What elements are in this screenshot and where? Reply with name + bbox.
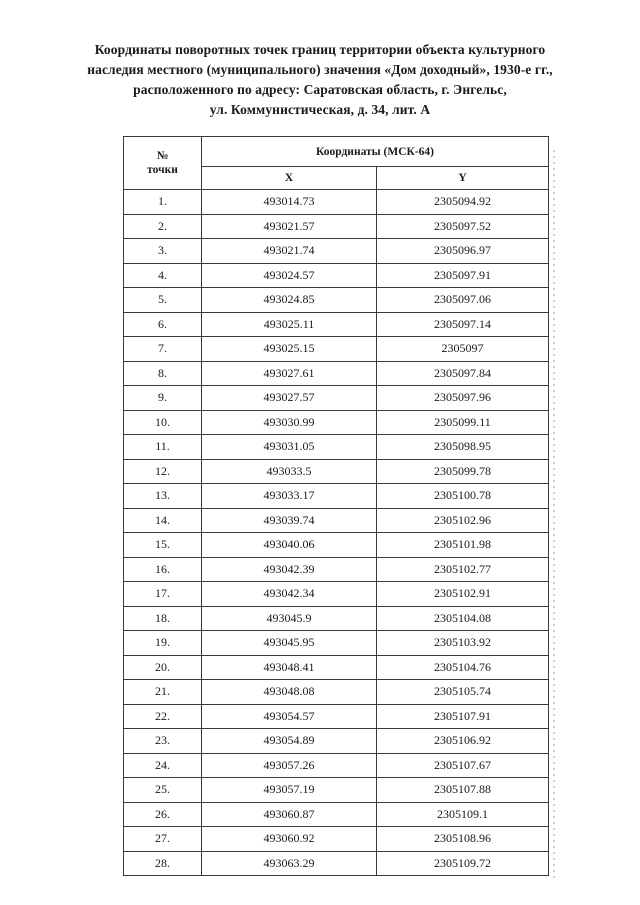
x-coordinate-cell: 493060.87 [202,802,377,827]
table-row [124,263,549,288]
table-row [124,214,549,239]
point-number-cell: 6. [124,312,202,337]
y-coordinate-cell: 2305099.78 [377,459,549,484]
x-coordinate-cell: 493060.92 [202,827,377,852]
y-coordinate-cell: 2305107.88 [377,778,549,803]
table-row [124,386,549,411]
x-coordinate-cell: 493057.26 [202,753,377,778]
y-coordinate-cell: 2305097.06 [377,288,549,313]
x-coordinate-cell: 493040.06 [202,533,377,558]
x-coordinate-cell: 493014.73 [202,190,377,215]
x-coordinate-cell: 493021.74 [202,239,377,264]
table-row [124,435,549,460]
y-coordinate-cell: 2305097.96 [377,386,549,411]
scan-edge-mark [553,150,555,880]
table-row [124,631,549,656]
x-coordinate-cell: 493024.85 [202,288,377,313]
x-coordinate-cell: 493033.5 [202,459,377,484]
y-coordinate-cell: 2305097.84 [377,361,549,386]
y-coordinate-cell: 2305104.08 [377,606,549,631]
table-row [124,606,549,631]
y-coordinate-cell: 2305105.74 [377,680,549,705]
header-point-number [124,137,202,190]
table-row [124,508,549,533]
point-number-cell: 1. [124,190,202,215]
title-line-1: Координаты поворотных точек границ территории объекта культурного [94,42,546,57]
header-x: X [202,167,377,190]
table-row [124,827,549,852]
point-number-cell: 13. [124,484,202,509]
point-number-cell: 8. [124,361,202,386]
table-row [124,337,549,362]
point-number-cell: 12. [124,459,202,484]
table-row [124,239,549,264]
point-number-cell: 28. [124,851,202,876]
title-line-2: наследия местного (муниципального) значения «Дом доходный», 1930-е гг., [87,62,553,77]
table-row [124,680,549,705]
x-coordinate-cell: 493027.57 [202,386,377,411]
x-coordinate-cell: 493024.57 [202,263,377,288]
table-row [124,288,549,313]
header-num-label: точки [147,164,178,176]
point-number-cell: 25. [124,778,202,803]
table-row [124,778,549,803]
point-number-cell: 24. [124,753,202,778]
x-coordinate-cell: 493033.17 [202,484,377,509]
point-number-cell: 19. [124,631,202,656]
table-row [124,557,549,582]
y-coordinate-cell: 2305108.96 [377,827,549,852]
point-number-cell: 5. [124,288,202,313]
title-line-4: ул. Коммунистическая, д. 34, лит. А [209,102,431,117]
x-coordinate-cell: 493039.74 [202,508,377,533]
y-coordinate-cell: 2305107.67 [377,753,549,778]
table-row [124,582,549,607]
table-row [124,851,549,876]
point-number-cell: 2. [124,214,202,239]
coordinates-table [123,136,549,876]
point-number-cell: 17. [124,582,202,607]
point-number-cell: 22. [124,704,202,729]
y-coordinate-cell: 2305097.14 [377,312,549,337]
table-row [124,361,549,386]
document-title [40,40,600,120]
point-number-cell: 15. [124,533,202,558]
y-coordinate-cell: 2305097 [377,337,549,362]
table-row [124,802,549,827]
x-coordinate-cell: 493025.15 [202,337,377,362]
point-number-cell: 20. [124,655,202,680]
point-number-cell: 16. [124,557,202,582]
point-number-cell: 23. [124,729,202,754]
y-coordinate-cell: 2305102.91 [377,582,549,607]
y-coordinate-cell: 2305098.95 [377,435,549,460]
table-row [124,410,549,435]
table-row [124,312,549,337]
y-coordinate-cell: 2305103.92 [377,631,549,656]
x-coordinate-cell: 493042.34 [202,582,377,607]
header-y: Y [377,167,549,190]
y-coordinate-cell: 2305109.72 [377,851,549,876]
table-row [124,533,549,558]
y-coordinate-cell: 2305097.91 [377,263,549,288]
x-coordinate-cell: 493057.19 [202,778,377,803]
point-number-cell: 18. [124,606,202,631]
title-line-3: расположенного по адресу: Саратовская область, г. Энгельс, [133,82,507,97]
y-coordinate-cell: 2305099.11 [377,410,549,435]
y-coordinate-cell: 2305096.97 [377,239,549,264]
x-coordinate-cell: 493027.61 [202,361,377,386]
point-number-cell: 14. [124,508,202,533]
table-row [124,704,549,729]
point-number-cell: 27. [124,827,202,852]
point-number-cell: 11. [124,435,202,460]
x-coordinate-cell: 493021.57 [202,214,377,239]
table-row [124,484,549,509]
point-number-cell: 21. [124,680,202,705]
y-coordinate-cell: 2305102.96 [377,508,549,533]
x-coordinate-cell: 493048.41 [202,655,377,680]
y-coordinate-cell: 2305094.92 [377,190,549,215]
table-body [124,190,549,876]
y-coordinate-cell: 2305100.78 [377,484,549,509]
table-row [124,753,549,778]
y-coordinate-cell: 2305101.98 [377,533,549,558]
x-coordinate-cell: 493063.29 [202,851,377,876]
x-coordinate-cell: 493054.57 [202,704,377,729]
y-coordinate-cell: 2305107.91 [377,704,549,729]
x-coordinate-cell: 493042.39 [202,557,377,582]
table-row [124,459,549,484]
x-coordinate-cell: 493031.05 [202,435,377,460]
x-coordinate-cell: 493048.08 [202,680,377,705]
y-coordinate-cell: 2305097.52 [377,214,549,239]
y-coordinate-cell: 2305102.77 [377,557,549,582]
y-coordinate-cell: 2305109.1 [377,802,549,827]
x-coordinate-cell: 493030.99 [202,410,377,435]
point-number-cell: 9. [124,386,202,411]
table-row [124,729,549,754]
point-number-cell: 4. [124,263,202,288]
point-number-cell: 26. [124,802,202,827]
point-number-cell: 7. [124,337,202,362]
y-coordinate-cell: 2305104.76 [377,655,549,680]
header-num-symbol: № [156,150,169,162]
x-coordinate-cell: 493025.11 [202,312,377,337]
x-coordinate-cell: 493045.95 [202,631,377,656]
y-coordinate-cell: 2305106.92 [377,729,549,754]
point-number-cell: 3. [124,239,202,264]
x-coordinate-cell: 493045.9 [202,606,377,631]
table-row [124,190,549,215]
point-number-cell: 10. [124,410,202,435]
table-row [124,655,549,680]
x-coordinate-cell: 493054.89 [202,729,377,754]
header-coordinates-group: Координаты (МСК-64) [202,137,549,167]
